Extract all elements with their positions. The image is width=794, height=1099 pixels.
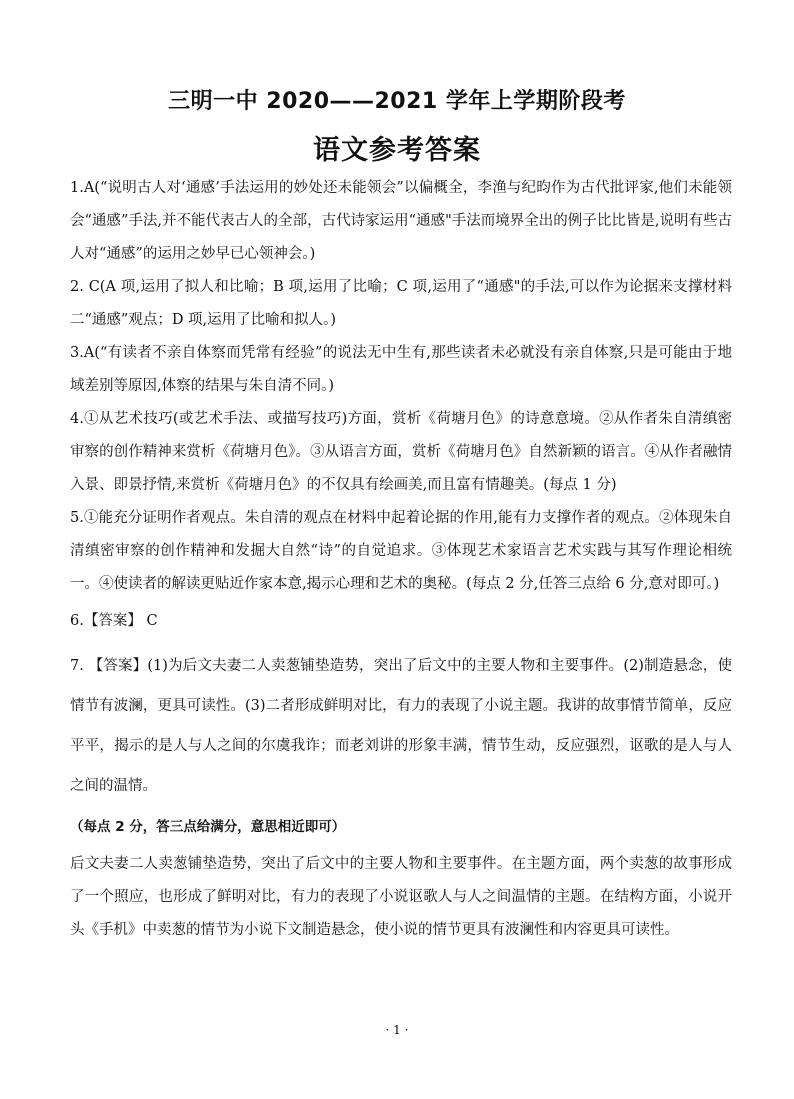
answer-4: 4.①从艺术技巧(或艺术手法、或描写技巧)方面，赏析《荷塘月色》的诗意意境。②从作者朱自清缜密审察的创作精神来赏析《荷塘月色》。③从语言方面，赏析《荷塘月色》自然新颖的语言。④从作者融情入景、即景抒情,来赏析《荷塘月色》的不仅具有绘画美,而且富有情趣美。(每点 1 分) (70, 411, 732, 493)
answer-5: 5.①能充分证明作者观点。朱自清的观点在材料中起着论据的作用,能有力支撑作者的观点。②体现朱自清缜密审察的创作精神和发掘大自然“诗”的自觉追求。③体现艺术家语言艺术实践与其写作理论相统一。④使读者的解读更贴近作家本意,揭示心理和艺术的奥秘。(每点 2 分,任答三点给 6 分,意对即可。) (70, 510, 732, 592)
answer-3: 3.A(“有读者不亲自体察而凭常有经验”的说法无中生有,那些读者未必就没有亲自体察,只是可能由于地域差别等原因,体察的结果与朱自清不同。) (70, 345, 732, 394)
page-number: · 1 · (385, 1023, 409, 1037)
answer-7-explanation: 后文夫妻二人卖葱铺垫造势，突出了后文中的主要人物和主要事件。在主题方面，两个卖葱的故事形成了一个照应，也形成了鲜明对比，有力的表现了小说讴歌人与人之间温情的主题。在结构方面，小说开头《手机》中卖葱的情节为小说下文制造悬念，使小说的情节更具有波澜性和内容更具可读性。 (70, 856, 732, 938)
answer-2: 2. C(A 项,运用了拟人和比喻；B 项,运用了比喻；C 项,运用了“通感"的手法,可以作为论据来支撑材料二“通感”观点；D 项,运用了比喻和拟人。) (70, 279, 732, 328)
answer-key-title: 语文参考答案 (313, 135, 481, 166)
scoring-note: （每点 2 分，答三点给满分，意思相近即可） (70, 819, 346, 835)
answer-7: 7. 【答案】(1)为后文夫妻二人卖葱铺垫造势，突出了后文中的主要人物和主要事件。(2)制造悬念，使情节有波澜，更具可读性。(3)二者形成鲜明对比，有力的表现了小说主题。我讲的故事情节简单，反应平平，揭示的是人与人之间的尔虞我诈；而老刘讲的形象丰满，情节生动，反应强烈，讴歌的是人与人之间的温情。 (70, 658, 732, 794)
answer-6: 6.【答案】 C (70, 613, 158, 629)
answer-1: 1.A(“说明古人对‘通感’手法运用的妙处还未能领会”以偏概全，李渔与纪昀作为古代批评家,他们未能领会“通感”手法,并不能代表古人的全部，古代诗家运用“通感"手法而境界全出的例子比比皆是,说明有些古人对“通感”的运用之妙早已心领神会。) (70, 180, 732, 262)
exam-title: 三明一中 2020——2021 学年上学期阶段考 (168, 89, 626, 114)
answer-body (70, 172, 732, 947)
